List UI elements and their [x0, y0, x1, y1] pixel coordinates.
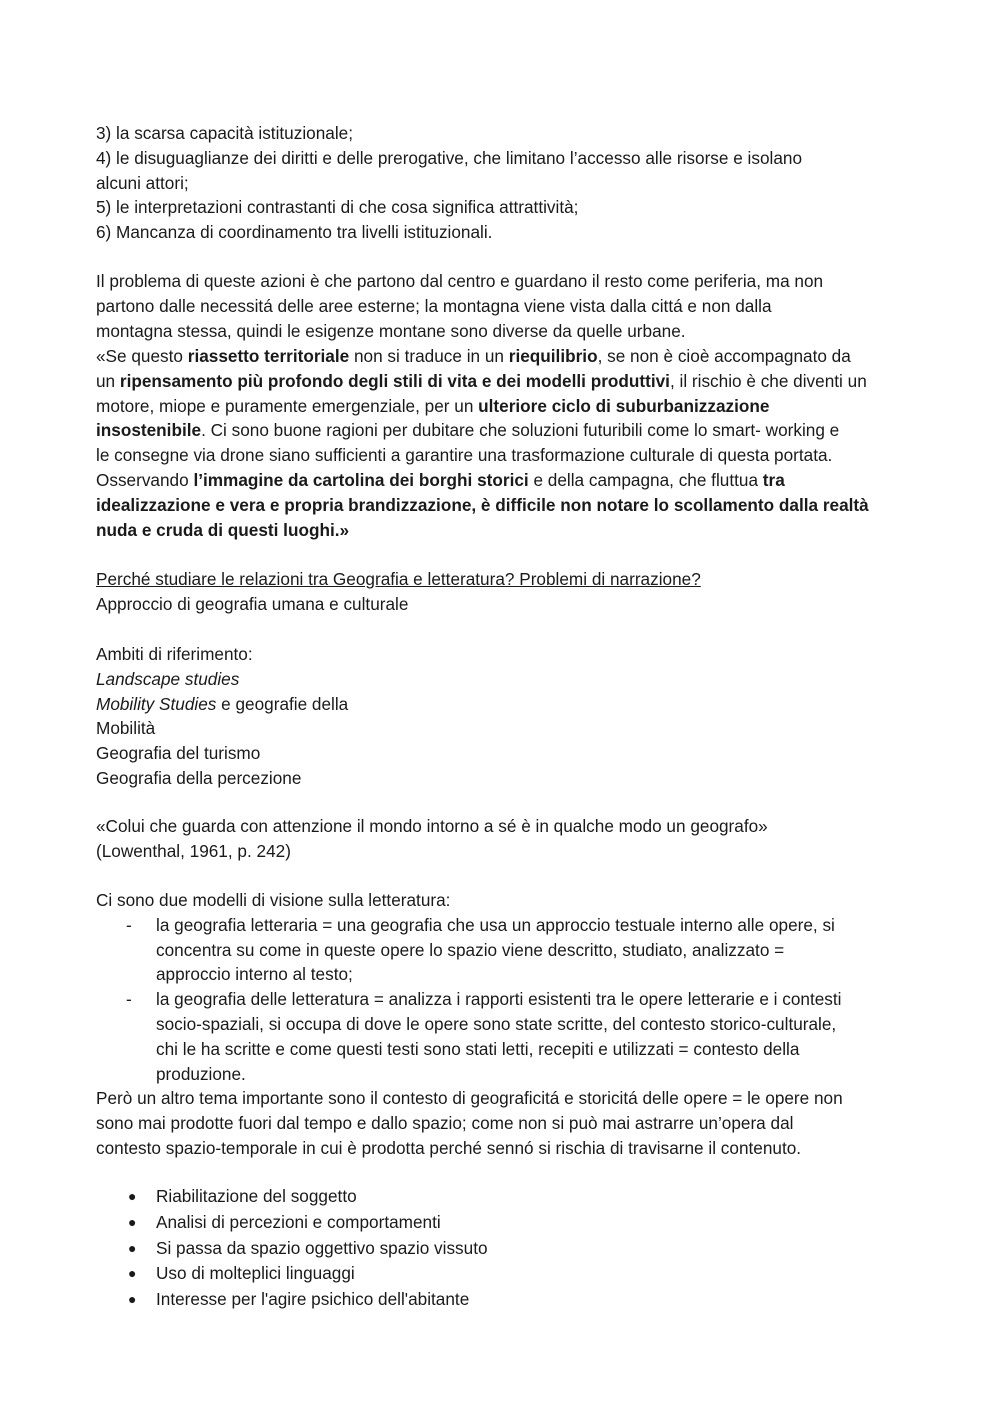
- ambiti-list: [96, 642, 916, 791]
- quote-line: le consegne via drone siano sufficienti a garantire una trasformazione culturale di questa portata.: [96, 445, 833, 466]
- quote-block: [96, 344, 916, 542]
- bullet-icon: ●: [128, 1213, 137, 1230]
- quote-line: un ripensamento più profondo degli stili di vita e dei modelli produttivi, il rischio è che diventi un: [96, 370, 867, 391]
- section-heading-block: [96, 567, 916, 617]
- citation: (Lowenthal, 1961, p. 242): [96, 840, 291, 861]
- list-item: 4) le disuguaglianze dei diritti e delle prerogative, che limitano l’accesso alle risorse e isolano: [96, 147, 803, 168]
- list-item: 3) la scarsa capacità istituzionale;: [96, 123, 353, 143]
- ambiti-title: Ambiti di riferimento:: [96, 644, 253, 664]
- bullet-icon: ●: [128, 1188, 137, 1204]
- paragraph-line: sono mai prodotte fuori dal tempo e dallo spazio; come non si può mai astrarre un’opera dal: [96, 1113, 794, 1134]
- quote-line: motore, miope e puramente emergenziale, per un ulteriore ciclo di suburbanizzazione: [96, 395, 770, 416]
- quote-line: insostenibile. Ci sono buone ragioni per dubitare che soluzioni futuribili come lo smart- working e: [96, 420, 840, 441]
- ambito-item: Mobilità: [96, 718, 156, 739]
- paragraph-line: contesto spazio-temporale in cui è prodotta perché sennó si rischia di travisarne il contenuto.: [96, 1137, 802, 1158]
- bullet-icon: ●: [128, 1265, 137, 1282]
- approach-line: Approccio di geografia umana e culturale: [96, 593, 409, 614]
- dash-marker: -: [126, 914, 132, 935]
- quote-line: nuda e cruda di questi luoghi.»: [96, 519, 350, 540]
- bullet-item: ● Analisi di percezioni e comportamenti: [96, 1210, 916, 1235]
- list-item: 6) Mancanza di coordinamento tra livelli istituzionali.: [96, 222, 493, 243]
- dash-list-item: - la geografia letteraria = una geografia che usa un approccio testuale interno alle opere, si concentra su come in queste opere lo spazio viene descritto, studiato, analizzato = approccio interno al testo;: [126, 914, 835, 985]
- paragraph-line: montagna stessa, quindi le esigenze montane sono diverse da quelle urbane.: [96, 320, 686, 341]
- ambito-item: Geografia della percezione: [96, 767, 302, 788]
- section-heading: Perché studiare le relazioni tra Geografia e letteratura? Problemi di narrazione?: [96, 569, 701, 589]
- list-item: 5) le interpretazioni contrastanti di che cosa significa attrattività;: [96, 197, 579, 218]
- dash-marker: -: [126, 989, 132, 1010]
- models-intro: Ci sono due modelli di visione sulla letteratura:: [96, 890, 451, 910]
- bullet-list: [96, 1184, 916, 1312]
- lowenthal-quote: [96, 814, 916, 864]
- quote-line: «Se questo riassetto territoriale non si traduce in un riequilibrio, se non è cioè accompagnato da: [96, 346, 851, 366]
- numbered-list: [96, 121, 916, 245]
- paragraph-line: Il problema di queste azioni è che partono dal centro e guardano il resto come periferia, ma non: [96, 271, 824, 291]
- paragraph-line: Però un altro tema importante sono il contesto di geograficitá e storicitá delle opere = le opere non: [96, 1088, 843, 1109]
- bullet-item: ● Interesse per l'agire psichico dell'abitante: [96, 1287, 916, 1312]
- ambito-item: Landscape studies: [96, 668, 240, 689]
- bullet-icon: ●: [128, 1291, 137, 1308]
- list-item-continuation: alcuni attori;: [96, 172, 189, 193]
- quote-line: idealizzazione e vera e propria brandizzazione, è difficile non notare lo scollamento dalla realtà: [96, 494, 869, 515]
- ambito-item: Geografia del turismo: [96, 743, 261, 764]
- paragraph-problem: [96, 269, 916, 343]
- bullet-item: ● Uso di molteplici linguaggi: [96, 1261, 916, 1286]
- bullet-icon: ●: [128, 1239, 137, 1256]
- quote-line: Osservando l’immagine da cartolina dei borghi storici e della campagna, che fluttua tra: [96, 469, 785, 490]
- ambito-item: Mobility Studies e geografie della: [96, 693, 349, 714]
- models-section: [96, 888, 916, 1161]
- dash-list-item: - la geografia delle letteratura = analizza i rapporti esistenti tra le opere letterarie e i contesti socio-spaziali, si occupa di dove le opere sono state scritte, del contesto storico-culturale, chi le ha scritte e come questi testi sono stati letti, recepiti e utilizzati = contesto della produzione.: [126, 989, 842, 1084]
- quote-line: «Colui che guarda con attenzione il mondo intorno a sé è in qualche modo un geografo»: [96, 816, 768, 836]
- paragraph-line: partono dalle necessitá delle aree esterne; la montagna viene vista dalla cittá e non dalla: [96, 295, 772, 316]
- bullet-item: ● Si passa da spazio oggettivo spazio vissuto: [96, 1236, 916, 1261]
- bullet-item: ● Riabilitazione del soggetto: [96, 1184, 916, 1209]
